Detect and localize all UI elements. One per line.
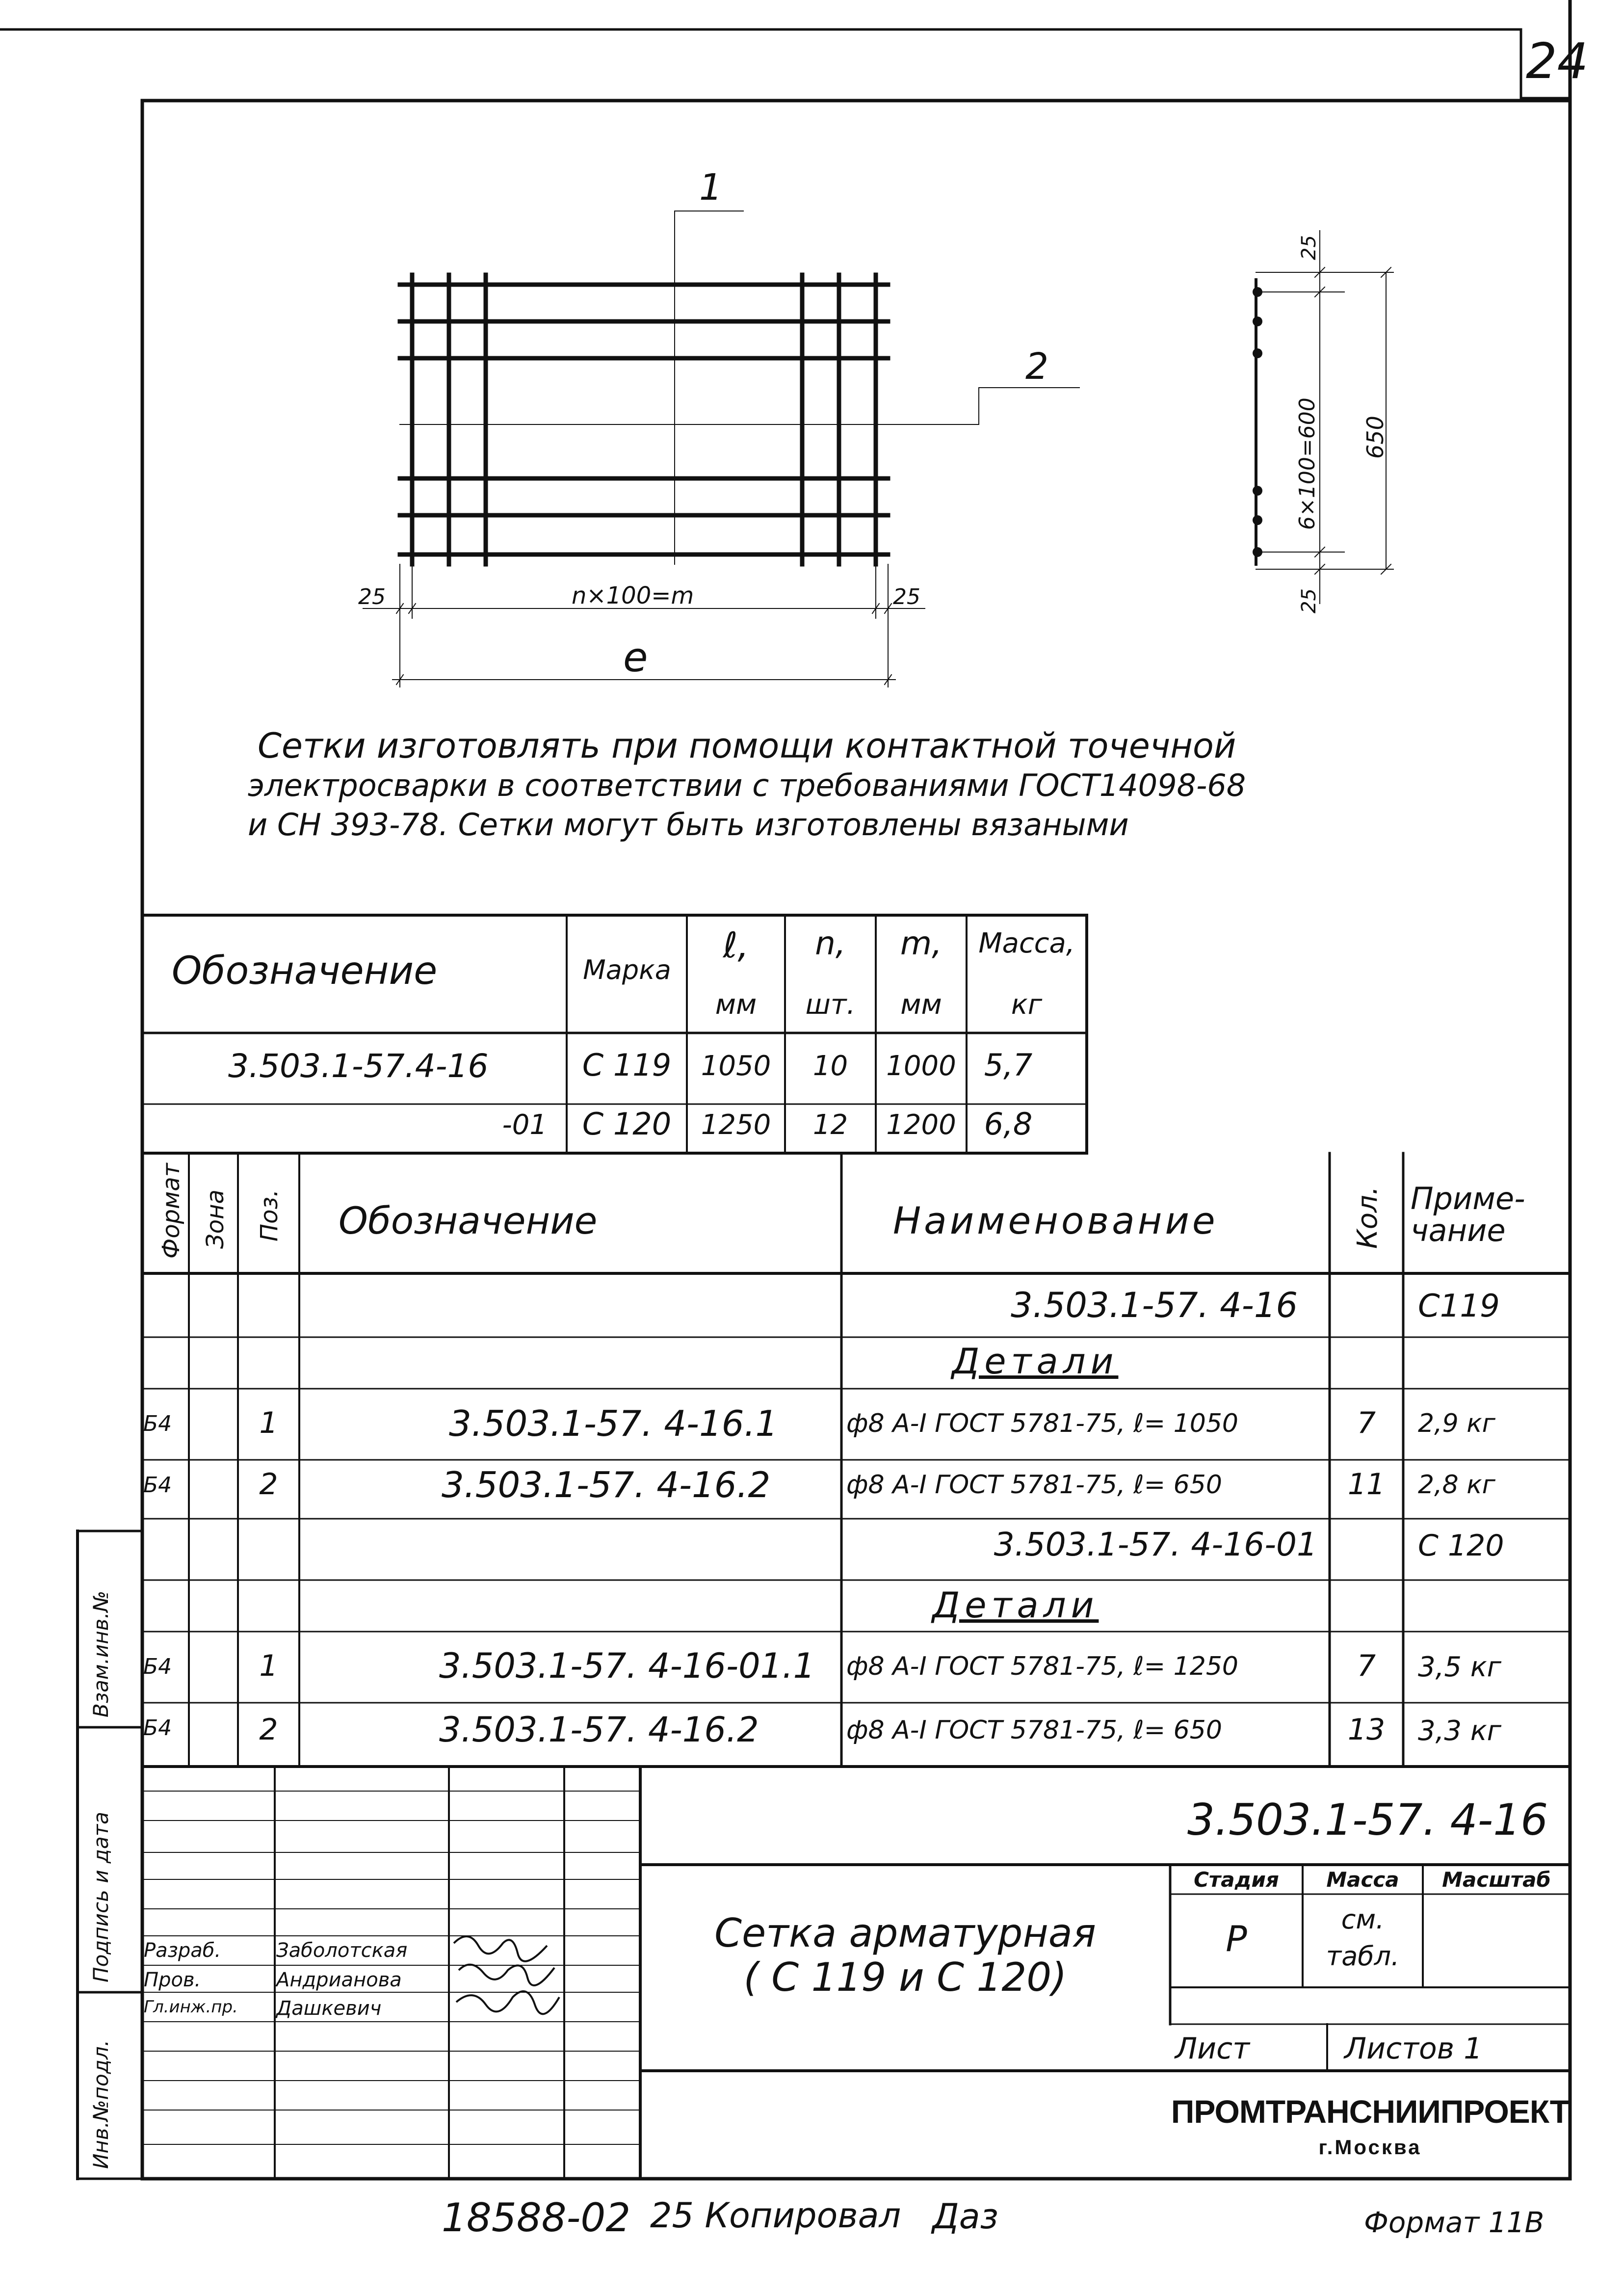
spec-row-name: 3.503.1-57. 4-16 (1011, 1285, 1298, 1325)
spec-row-note: 2,9 кг (1418, 1409, 1495, 1438)
spec-row-pos: 1 (259, 1406, 278, 1440)
title-line-2: ( С 119 и С 120) (743, 1954, 1067, 2000)
role-name: Заболотская (276, 1939, 408, 1962)
role-name: Дашкевич (276, 1997, 382, 2020)
side-dim-bottom: 25 (1298, 588, 1320, 613)
stamp-inv-substitute: Взам.инв.№ (89, 1590, 113, 1717)
inventory-number: 18588-02 (442, 2195, 631, 2241)
spec-header-name: Наименование (893, 1199, 1218, 1242)
spec-row-format: Б4 (143, 1654, 172, 1679)
spec-header-qty: Кол. (1352, 1186, 1384, 1249)
scale-label: Масштаб (1442, 1868, 1551, 1892)
param-header-designation: Обозначение (172, 949, 438, 993)
param-row-designation: 3.503.1-57.4-16 (228, 1047, 489, 1085)
spec-row-format: Б4 (143, 1715, 172, 1741)
param-header-l-unit: мм (715, 989, 757, 1021)
spec-row-qty: 7 (1357, 1406, 1376, 1440)
param-row-l: 1250 (701, 1109, 771, 1141)
spec-row-pos: 2 (259, 1713, 278, 1747)
sheet-label: Лист (1175, 2032, 1250, 2066)
param-row-mass: 5,7 (984, 1047, 1033, 1083)
role-label: Гл.инж.пр. (144, 1997, 238, 2017)
doc-code: 3.503.1-57. 4-16 (1187, 1795, 1548, 1845)
signatures-scribble (449, 1924, 564, 2022)
dim-right-end: 25 (893, 584, 920, 609)
param-header-mass: Масса, (978, 927, 1075, 959)
org-city: г.Москва (1318, 2136, 1422, 2159)
spec-row-qty: 13 (1347, 1713, 1386, 1747)
org-name: ПРОМТРАНСНИИПРОЕКТ (1171, 2093, 1570, 2130)
sheet-number: 24 (1526, 32, 1589, 90)
callout-1-label: 1 (699, 166, 723, 209)
param-header-n: n, (815, 924, 846, 962)
role-name: Андрианова (276, 1969, 402, 1991)
spec-row-section-title: Детали (952, 1341, 1119, 1382)
note-line-1: Сетки изготовлять при помощи контактной точечной (258, 726, 1236, 766)
side-dim-total: 650 (1362, 416, 1388, 459)
dim-middle: n×100=m (572, 582, 694, 609)
stage-value: Р (1226, 1918, 1247, 1959)
param-row-n: 10 (812, 1050, 848, 1082)
param-row-designation: -01 (502, 1109, 547, 1141)
spec-row-name: ф8 А-I ГОСТ 5781-75, ℓ= 650 (846, 1715, 1222, 1745)
mass-value-2: табл. (1326, 1941, 1400, 1972)
param-header-mark: Марка (583, 954, 671, 985)
spec-row-pos: 2 (259, 1467, 278, 1502)
paper-format: Формат 11В (1364, 2206, 1544, 2239)
note-line-2: электросварки в соответствии с требованиями ГОСТ14098-68 (248, 767, 1246, 803)
param-row-l: 1050 (701, 1050, 771, 1082)
copy-note: 25 Копировал (650, 2195, 901, 2236)
spec-row-note: 3,5 кг (1418, 1651, 1502, 1683)
spec-row-designation: 3.503.1-57. 4-16.2 (439, 1710, 759, 1750)
dim-total: e (623, 634, 648, 681)
spec-header-note: Приме- чание (1411, 1181, 1525, 1249)
spec-row-note: 2,8 кг (1418, 1470, 1495, 1500)
spec-row-pos: 1 (259, 1649, 278, 1683)
spec-row-name: ф8 А-I ГОСТ 5781-75, ℓ= 1050 (846, 1409, 1239, 1438)
side-dim-top: 25 (1298, 235, 1320, 260)
param-row-mass: 6,8 (984, 1106, 1033, 1142)
spec-row-note: С119 (1418, 1288, 1500, 1324)
stage-label: Стадия (1194, 1868, 1279, 1892)
spec-row-note: С 120 (1418, 1529, 1504, 1563)
param-row-m: 1200 (886, 1109, 956, 1141)
param-row-mark: С 120 (582, 1106, 672, 1142)
dim-left-end: 25 (358, 584, 386, 609)
role-label: Разраб. (144, 1939, 221, 1962)
callout-2-label: 2 (1025, 345, 1049, 388)
param-header-m-unit: мм (900, 989, 942, 1021)
note-line-3: и СН 393-78. Сетки могут быть изготовлены вязаными (248, 807, 1129, 843)
spec-row-note: 3,3 кг (1418, 1715, 1502, 1747)
param-row-mark: С 119 (582, 1047, 672, 1083)
spec-row-name: ф8 А-I ГОСТ 5781-75, ℓ= 650 (846, 1470, 1222, 1500)
param-header-mass-unit: кг (1011, 989, 1043, 1021)
spec-row-qty: 11 (1347, 1467, 1386, 1502)
param-header-m: m, (900, 924, 942, 962)
spec-header-pos: Поз. (256, 1189, 283, 1241)
param-row-n: 12 (812, 1109, 848, 1141)
spec-row-name: 3.503.1-57. 4-16-01 (994, 1526, 1317, 1563)
param-header-l: ℓ, (723, 924, 749, 966)
stamp-sign-date: Подпись и дата (89, 1812, 113, 1982)
spec-row-name: ф8 А-I ГОСТ 5781-75, ℓ= 1250 (846, 1652, 1239, 1681)
spec-row-qty: 7 (1357, 1649, 1376, 1683)
spec-header-zone: Зона (202, 1189, 229, 1249)
spec-row-format: Б4 (143, 1473, 172, 1498)
role-label: Пров. (144, 1969, 201, 1991)
stamp-inv-original: Инв.№подл. (89, 2039, 113, 2169)
side-dim-mid: 6×100=600 (1295, 397, 1320, 530)
param-header-n-unit: шт. (805, 989, 856, 1021)
mass-label: Масса (1326, 1868, 1399, 1892)
sheets-count: Листов 1 (1344, 2032, 1483, 2066)
mass-value-1: см. (1341, 1904, 1385, 1935)
spec-row-section-title: Детали (932, 1584, 1099, 1626)
param-row-m: 1000 (886, 1050, 956, 1082)
spec-header-format: Формат (157, 1163, 185, 1259)
spec-row-designation: 3.503.1-57. 4-16.1 (449, 1403, 778, 1444)
title-line-1: Сетка арматурная (714, 1910, 1096, 1956)
spec-row-designation: 3.503.1-57. 4-16.2 (442, 1464, 771, 1505)
copier-signature: Даз (932, 2196, 998, 2237)
spec-row-designation: 3.503.1-57. 4-16-01.1 (439, 1646, 815, 1686)
spec-row-format: Б4 (143, 1411, 172, 1436)
spec-header-designation: Обозначение (339, 1199, 598, 1242)
